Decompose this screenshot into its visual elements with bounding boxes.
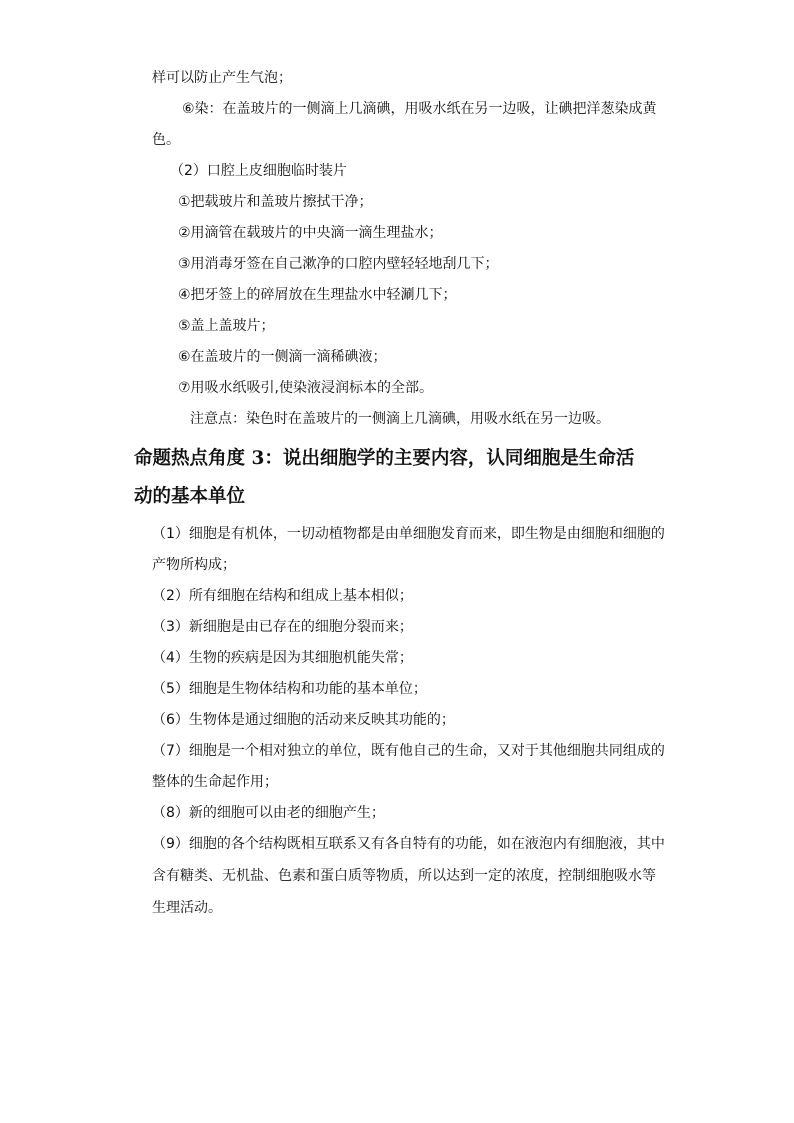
oral-step-7: ⑦用吸水纸吸引,使染液浸润标本的全部。	[178, 380, 433, 396]
point-7-cont: 整体的生命起作用；	[152, 774, 278, 790]
oral-note: 注意点：染色时在盖玻片的一侧滴上几滴碘，用吸水纸在另一边吸。	[190, 411, 610, 427]
oral-step-2: ②用滴管在载玻片的中央滴一滴生理盐水；	[178, 225, 443, 241]
point-1-cont: 产物所构成；	[152, 557, 236, 573]
point-9-cont-2: 生理活动。	[152, 900, 222, 916]
oral-step-6: ⑥在盖玻片的一侧滴一滴稀碘液；	[178, 349, 387, 365]
point-5: （5）细胞是生物体结构和功能的基本单位；	[152, 681, 427, 697]
point-9: （9）细胞的各个结构既相互联系又有各自特有的功能，如在液泡内有细胞液，其中	[152, 836, 665, 852]
oral-step-1: ①把载玻片和盖玻片擦拭干净；	[178, 194, 373, 210]
point-7: （7）细胞是一个相对独立的单位，既有他自己的生命，又对于其他细胞共同组成的	[152, 743, 665, 759]
point-3: （3）新细胞是由已存在的细胞分裂而来；	[152, 619, 413, 635]
oral-section-title: （2）口腔上皮细胞临时装片	[170, 163, 347, 179]
intro-line-1: 样可以防止产生气泡；	[152, 70, 292, 86]
point-8: （8）新的细胞可以由老的细胞产生；	[152, 805, 385, 821]
intro-step-6-cont: 色。	[152, 132, 180, 148]
oral-step-4: ④把牙签上的碎屑放在生理盐水中轻涮几下；	[178, 287, 457, 303]
section-heading-line-1: 命题热点角度 3：说出细胞学的主要内容，认同细胞是生命活	[134, 448, 635, 469]
point-4: （4）生物的疾病是因为其细胞机能失常；	[152, 650, 413, 666]
section-heading-line-2: 动的基本单位	[134, 486, 246, 507]
point-2: （2）所有细胞在结构和组成上基本相似；	[152, 588, 413, 604]
point-6: （6）生物体是通过细胞的活动来反映其功能的；	[152, 712, 455, 728]
point-9-cont-1: 含有糖类、无机盐、色素和蛋白质等物质，所以达到一定的浓度，控制细胞吸水等	[152, 868, 656, 884]
point-1: （1）细胞是有机体，一切动植物都是由单细胞发育而来，即生物是由细胞和细胞的	[152, 526, 665, 542]
oral-step-3: ③用消毒牙签在自己漱净的口腔内壁轻轻地刮几下；	[178, 256, 499, 272]
oral-step-5: ⑤盖上盖玻片；	[178, 318, 275, 334]
intro-step-6: ⑥染：在盖玻片的一侧滴上几滴碘，用吸水纸在另一边吸，让碘把洋葱染成黄	[182, 101, 657, 117]
